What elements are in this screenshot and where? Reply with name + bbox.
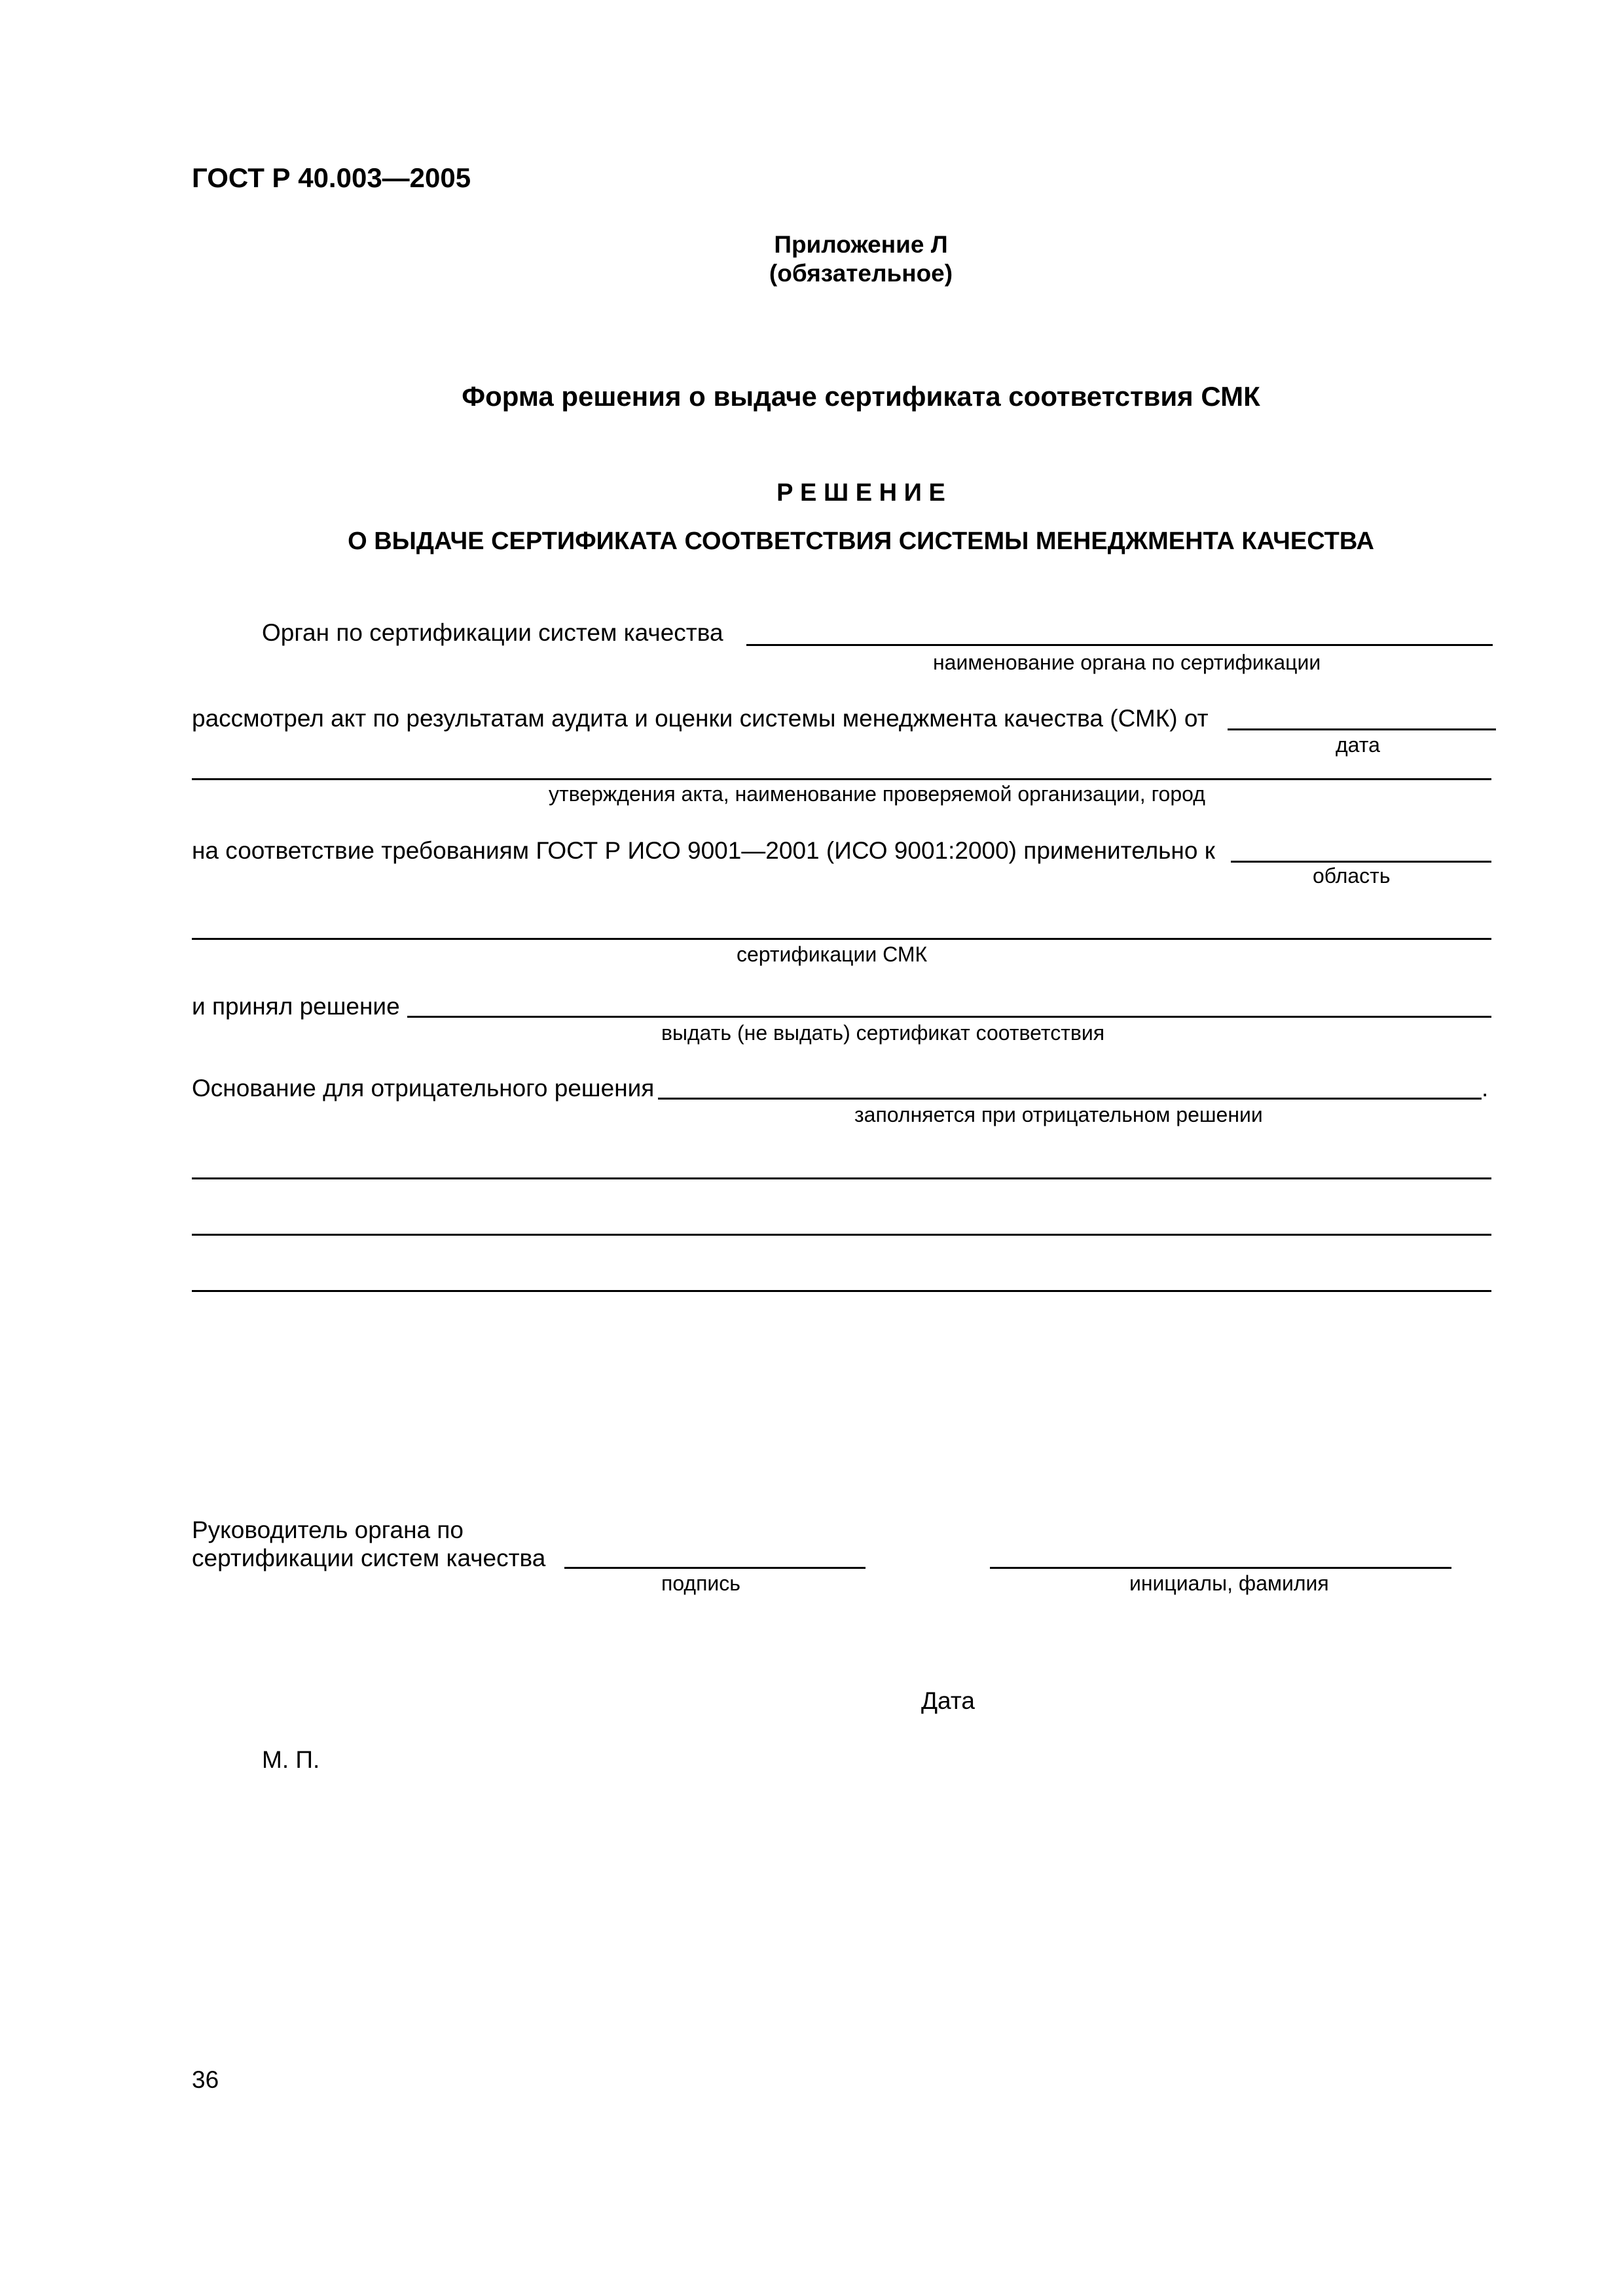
approval-details-field[interactable] <box>192 778 1491 780</box>
decision-label: и принял решение <box>192 993 400 1020</box>
appendix-title: Приложение Л <box>774 231 948 258</box>
certification-scope-field[interactable] <box>192 938 1491 940</box>
signature-caption: подпись <box>661 1571 740 1595</box>
negative-reason-line-3[interactable] <box>192 1290 1491 1292</box>
head-of-body-label-line2: сертификации систем качества <box>192 1545 546 1571</box>
negative-reason-line-2[interactable] <box>192 1234 1491 1236</box>
appendix-status: (обязательное) <box>769 260 953 287</box>
review-act-label: рассмотрел акт по результатам аудита и оценки системы менеджмента качества (СМК) от <box>192 705 1209 732</box>
decision-subheading: О ВЫДАЧЕ СЕРТИФИКАТА СООТВЕТСТВИЯ СИСТЕМЫ МЕНЕДЖМЕНТА КАЧЕСТВА <box>348 528 1374 555</box>
decision-field[interactable] <box>407 1016 1491 1018</box>
stamp-place-label: М. П. <box>262 1746 320 1773</box>
negative-decision-label: Основание для отрицательного решения <box>192 1075 655 1102</box>
date-label: Дата <box>921 1687 975 1714</box>
act-date-caption: дата <box>1336 733 1380 757</box>
certification-body-field[interactable] <box>746 644 1493 646</box>
certification-body-label: Орган по сертификации систем качества <box>262 619 723 646</box>
negative-decision-field[interactable] <box>658 1098 1482 1100</box>
act-date-field[interactable] <box>1228 728 1496 730</box>
name-caption: инициалы, фамилия <box>1129 1571 1329 1595</box>
negative-decision-caption: заполняется при отрицательном решении <box>854 1103 1263 1126</box>
decision-caption: выдать (не выдать) сертификат соответствия <box>661 1021 1105 1045</box>
negative-decision-period: . <box>1482 1075 1489 1102</box>
page-number: 36 <box>192 2066 219 2093</box>
certification-area-caption: область <box>1313 864 1391 888</box>
signature-field[interactable] <box>564 1567 866 1569</box>
decision-heading: Р Е Ш Е Н И Е <box>776 479 945 507</box>
name-field[interactable] <box>990 1567 1451 1569</box>
compliance-label: на соответствие требованиям ГОСТ Р ИСО 9001—2001 (ИСО 9001:2000) применительно к <box>192 837 1215 864</box>
document-standard-header: ГОСТ Р 40.003—2005 <box>192 162 471 193</box>
certification-scope-caption: сертификации СМК <box>737 942 928 966</box>
certification-body-caption: наименование органа по сертификации <box>933 651 1321 674</box>
approval-details-caption: утверждения акта, наименование проверяемой организации, город <box>549 782 1205 806</box>
certification-area-field[interactable] <box>1231 861 1491 863</box>
form-title: Форма решения о выдаче сертификата соответствия СМК <box>462 381 1260 412</box>
head-of-body-label-line1: Руководитель органа по <box>192 1516 464 1543</box>
negative-reason-line-1[interactable] <box>192 1177 1491 1179</box>
